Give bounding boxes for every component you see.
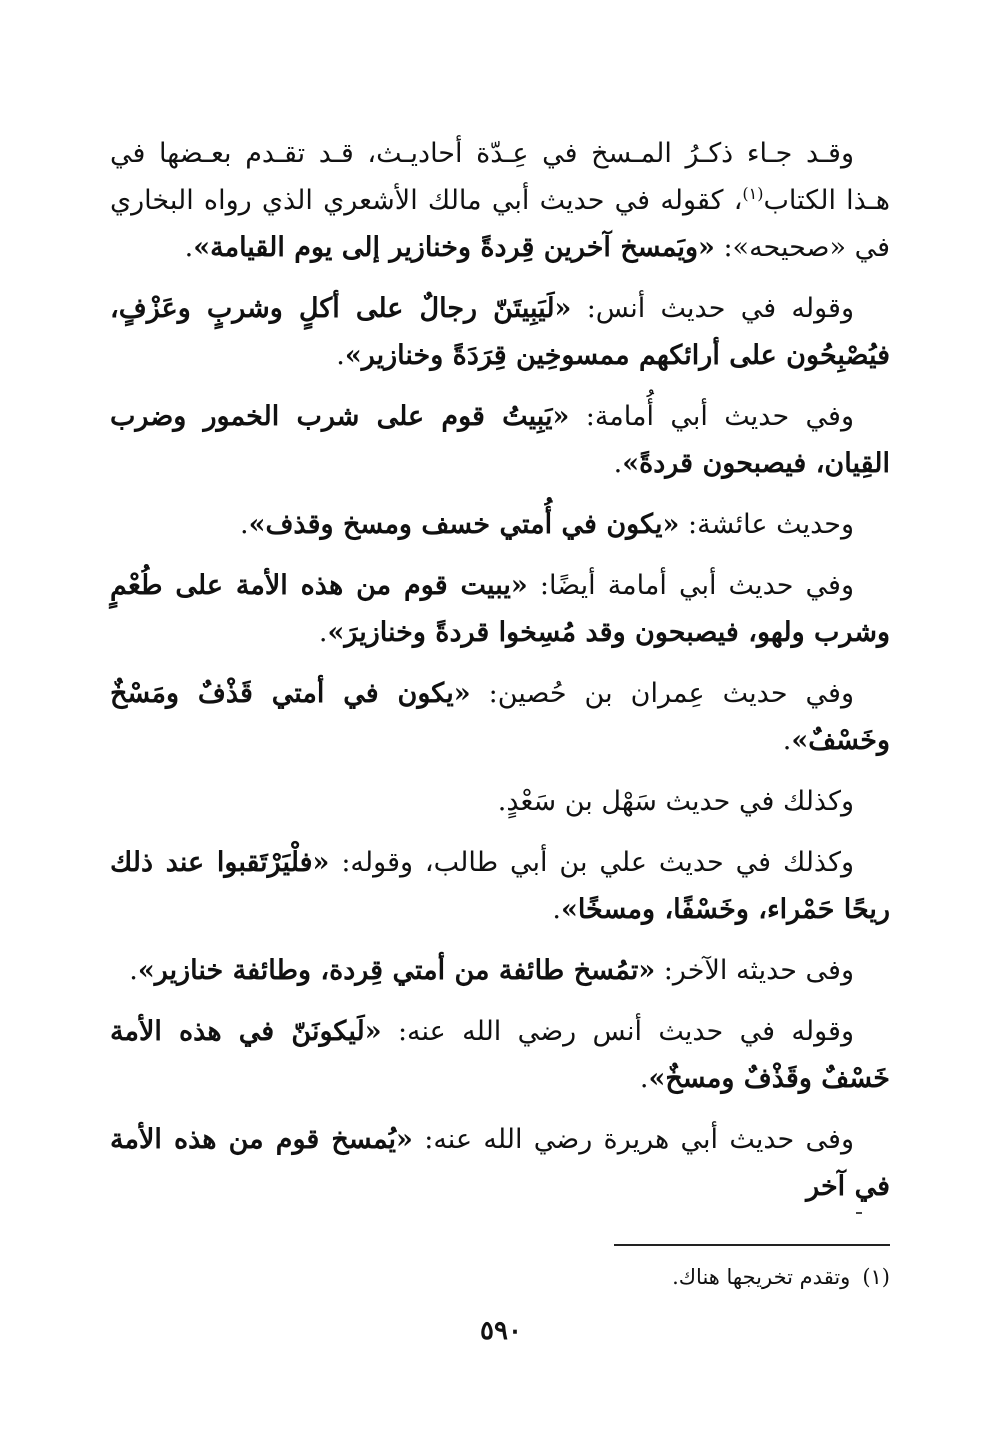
paragraph-7-text: وكذلك في حديث سَهْل بن سَعْدٍ.: [497, 786, 854, 817]
paragraph-4-quote: «يكون في أُمتي خسف ومسخ وقذف»: [248, 509, 680, 540]
paragraph-3: [110, 393, 890, 487]
paragraph-6: [110, 670, 890, 764]
paragraph-8-text: وكذلك في حديث علي بن أبي طالب، وقوله:: [329, 847, 854, 878]
paragraph-11-quote: «يُمسخ قوم من هذه الأمة في آخر: [110, 1124, 890, 1202]
paragraph-9-text: وفى حديثه الآخر:: [655, 955, 854, 986]
paragraph-2-end: .: [336, 340, 345, 371]
paragraph-5: [110, 562, 890, 656]
paragraph-2-quote: «لَيَبِيتَنّ رجالٌ على أكلٍ وشربٍ وعَزْفٍ، فيُصْبِحُون على أرائكهم ممسوخِين قِرَدَةً وخنازير»: [110, 293, 890, 371]
paragraph-5-quote: «يبيت قوم من هذه الأمة على طُعْمٍ وشرب ولهو، فيصبحون وقد مُسِخوا قردةً وخنازيرَ»: [110, 570, 890, 648]
paragraph-1-end: .: [184, 232, 194, 263]
paragraph-2-text: وقوله في حديث أنس:: [571, 293, 854, 324]
paragraph-1-text-b: ، كقوله في حديث أبي مالك الأشعري الذي رواه البخاري في «صحيحه»:: [110, 185, 890, 263]
paragraph-10-end: .: [639, 1063, 649, 1094]
paragraph-10-text: وقوله في حديث أنس رضي الله عنه:: [381, 1016, 854, 1047]
paragraph-7: [110, 778, 890, 825]
paragraph-6-text: وفي حديث عِمران بن حُصين:: [470, 678, 855, 709]
paragraph-2: [110, 285, 890, 379]
paragraph-6-end: .: [782, 725, 792, 756]
footnote-separator: [614, 1244, 890, 1246]
main-text: [110, 130, 890, 1224]
paragraph-3-quote: «يَبِيتُ قوم على شرب الخمور وضرب القِيان، فيصبحون قردةً»: [110, 401, 890, 479]
paragraph-9: [110, 947, 890, 994]
paragraph-9-end: .: [129, 955, 138, 986]
footnote-text: وتقدم تخريجها هناك.: [672, 1265, 851, 1289]
paragraph-5-text: وفي حديث أبي أمامة أيضًا:: [527, 570, 855, 601]
footnote: [672, 1262, 890, 1292]
paragraph-9-quote: «تمُسخ طائفة من أمتي قِردة، وطائفة خنازير»: [137, 955, 656, 986]
ink-mark: [856, 1212, 862, 1214]
paragraph-6-quote: «يكون في أمتي قَذْفٌ ومَسْخٌ وخَسْفٌ»: [110, 678, 890, 756]
paragraph-3-text: وفي حديث أبي أُمامة:: [569, 401, 854, 432]
paragraph-4-end: .: [239, 509, 249, 540]
paragraph-4: [110, 501, 890, 548]
paragraph-10-quote: «لَيكونَنّ في هذه الأمة خَسْفٌ وقَذْفٌ ومسخٌ»: [110, 1016, 890, 1094]
footnote-number: (١): [862, 1265, 890, 1289]
paragraph-8-end: .: [552, 894, 561, 925]
paragraph-10: [110, 1008, 890, 1102]
footnote-reference[interactable]: (١): [742, 184, 764, 203]
paragraph-11-text: وفى حديث أبي هريرة رضي الله عنه:: [412, 1124, 854, 1155]
paragraph-1: [110, 130, 890, 271]
paragraph-8: [110, 839, 890, 933]
paragraph-5-end: .: [318, 617, 328, 648]
paragraph-4-text: وحديث عائشة:: [679, 509, 854, 540]
paragraph-1-quote: «ويَمسخ آخرين قِردةً وخنازير إلى يوم القيامة»: [193, 232, 715, 263]
paragraph-11: [110, 1116, 890, 1210]
paragraph-1-text-a: وقـد جـاء ذكـرُ المـسخ في عِـدّة أحاديـث، قـد تقـدم بعـضها في هـذا الكتاب: [110, 138, 890, 216]
paragraph-8-quote: «فلْيَرْتَقبوا عند ذلك ريحًا حَمْراء، وخَسْفًا، ومسخًا»: [110, 847, 890, 925]
page-number: ٥٩٠: [480, 1316, 522, 1346]
paragraph-3-end: .: [613, 448, 623, 479]
